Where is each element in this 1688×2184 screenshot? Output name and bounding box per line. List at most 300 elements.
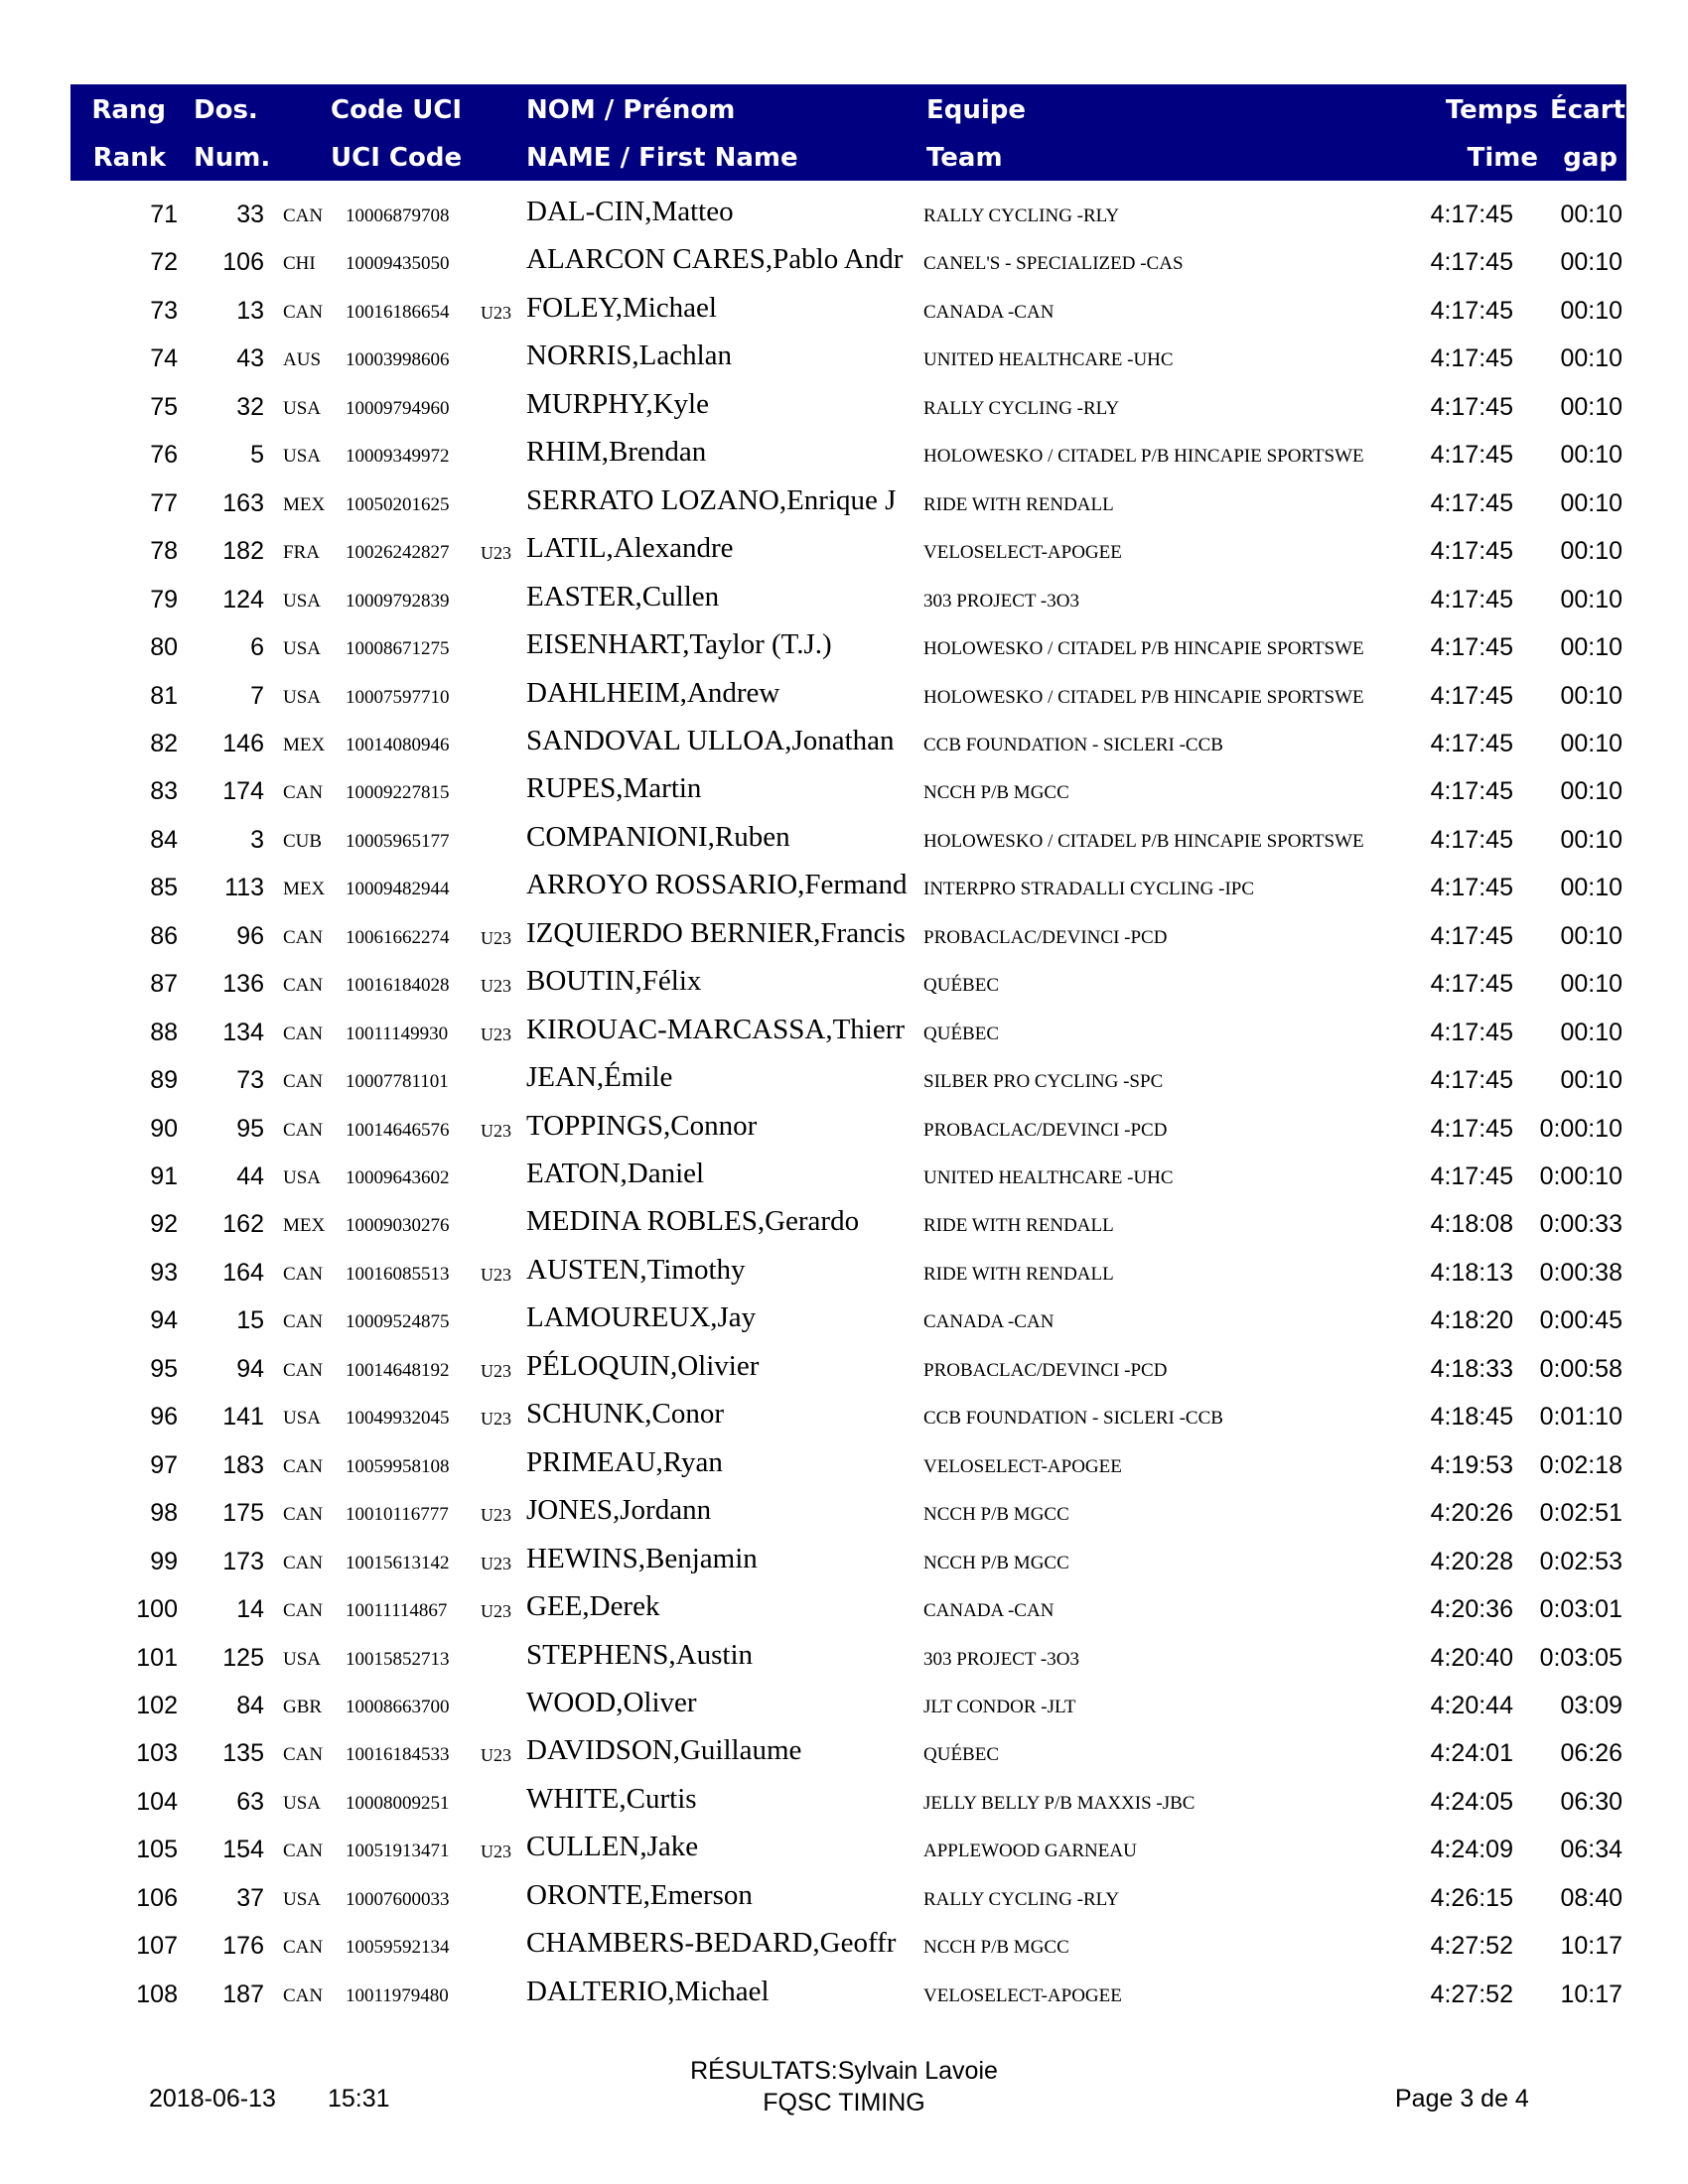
team-cell: INTERPRO STRADALLI CYCLING -IPC: [923, 879, 1255, 900]
table-row: [0, 1585, 1688, 1633]
rider-name-cell: TOPPINGS,Connor: [526, 1109, 758, 1142]
category-cell: U23: [481, 1120, 511, 1141]
header-uci-fr: Code UCI: [331, 95, 463, 125]
nationality-cell: CAN: [283, 301, 324, 323]
time-cell: 4:24:01: [1430, 1739, 1513, 1768]
bib-number-cell: 124: [222, 585, 264, 614]
gap-cell: 00:10: [1560, 681, 1622, 710]
gap-cell: 00:10: [1560, 201, 1622, 228]
category-cell: U23: [481, 1842, 511, 1862]
gap-cell: 00:10: [1560, 633, 1622, 662]
time-cell: 4:17:45: [1430, 777, 1513, 806]
nationality-cell: MEX: [283, 879, 326, 900]
rank-cell: 77: [150, 488, 178, 517]
bib-number-cell: 113: [224, 874, 264, 902]
uci-code-cell: 10049932045: [346, 1408, 450, 1430]
team-cell: HOLOWESKO / CITADEL P/B HINCAPIE SPORTSWE: [923, 830, 1364, 852]
bib-number-cell: 3: [250, 825, 264, 854]
time-cell: 4:17:45: [1430, 681, 1513, 710]
time-cell: 4:17:45: [1430, 537, 1513, 566]
header-time-en: Time: [1467, 143, 1538, 173]
page-number: Page 3 de 4: [1395, 2085, 1529, 2113]
table-row: [0, 816, 1688, 864]
rider-name-cell: SERRATO LOZANO,Enrique J: [526, 483, 897, 516]
nationality-cell: CAN: [283, 1359, 324, 1381]
uci-code-cell: 10008663700: [346, 1696, 450, 1717]
nationality-cell: CAN: [283, 1023, 324, 1044]
table-row: [0, 287, 1688, 335]
team-cell: NCCH P/B MGCC: [923, 1937, 1069, 1959]
rider-name-cell: DAHLHEIM,Andrew: [526, 676, 780, 709]
time-cell: 4:17:45: [1430, 1018, 1513, 1046]
team-cell: RALLY CYCLING -RLY: [923, 397, 1120, 419]
uci-code-cell: 10014646576: [346, 1119, 450, 1141]
rider-name-cell: PÉLOQUIN,Olivier: [526, 1349, 760, 1382]
nationality-cell: MEX: [283, 1215, 326, 1237]
gap-cell: 06:26: [1560, 1739, 1622, 1768]
table-row: [0, 431, 1688, 478]
time-cell: 4:24:05: [1430, 1787, 1513, 1816]
uci-code-cell: 10009524875: [346, 1311, 450, 1333]
nationality-cell: USA: [283, 397, 322, 419]
rank-cell: 98: [150, 1499, 178, 1528]
nationality-cell: USA: [283, 1408, 322, 1430]
time-cell: 4:17:45: [1430, 296, 1513, 325]
gap-cell: 00:10: [1560, 392, 1622, 421]
rank-cell: 108: [136, 1979, 178, 2008]
rider-name-cell: ALARCON CARES,Pablo Andr: [526, 243, 904, 276]
table-row: [0, 864, 1688, 911]
rider-name-cell: DAVIDSON,Guillaume: [526, 1734, 802, 1767]
nationality-cell: AUS: [283, 349, 322, 371]
table-row: [0, 1297, 1688, 1344]
team-cell: NCCH P/B MGCC: [923, 782, 1069, 804]
time-cell: 4:20:28: [1430, 1547, 1513, 1575]
team-cell: RIDE WITH RENDALL: [923, 1215, 1114, 1237]
bib-number-cell: 134: [222, 1018, 264, 1046]
gap-cell: 0:02:51: [1539, 1499, 1622, 1528]
team-cell: NCCH P/B MGCC: [923, 1504, 1069, 1526]
time-cell: 4:20:26: [1430, 1499, 1513, 1528]
bib-number-cell: 164: [222, 1258, 264, 1287]
nationality-cell: CAN: [283, 1455, 324, 1477]
time-cell: 4:20:40: [1430, 1643, 1513, 1672]
rank-cell: 97: [150, 1450, 178, 1479]
gap-cell: 00:10: [1560, 1066, 1622, 1095]
table-row: [0, 960, 1688, 1008]
nationality-cell: FRA: [283, 542, 320, 564]
rank-cell: 82: [150, 729, 178, 757]
time-cell: 4:20:36: [1430, 1595, 1513, 1624]
team-cell: SILBER PRO CYCLING -SPC: [923, 1071, 1164, 1093]
nationality-cell: USA: [283, 1648, 322, 1670]
table-row: [0, 1345, 1688, 1393]
page-footer: [0, 2045, 1688, 2164]
team-cell: HOLOWESKO / CITADEL P/B HINCAPIE SPORTSWE: [923, 446, 1364, 468]
team-cell: CCB FOUNDATION - SICLERI -CCB: [923, 734, 1223, 755]
rider-name-cell: DALTERIO,Michael: [526, 1975, 770, 2007]
uci-code-cell: 10026242827: [346, 542, 450, 564]
rider-name-cell: WHITE,Curtis: [526, 1782, 697, 1815]
rank-cell: 87: [150, 970, 178, 999]
gap-cell: 00:10: [1560, 1018, 1622, 1046]
rank-cell: 71: [150, 201, 178, 228]
category-cell: U23: [481, 1264, 511, 1285]
uci-code-cell: 10009227815: [346, 782, 450, 804]
uci-code-cell: 10014080946: [346, 734, 450, 755]
time-cell: 4:17:45: [1430, 1162, 1513, 1190]
bib-number-cell: 162: [222, 1210, 264, 1239]
rider-name-cell: COMPANIONI,Ruben: [526, 820, 790, 853]
uci-code-cell: 10009794960: [346, 397, 450, 419]
time-cell: 4:18:13: [1430, 1258, 1513, 1287]
rider-name-cell: NORRIS,Lachlan: [526, 340, 732, 372]
header-name-en: NAME / First Name: [526, 143, 798, 173]
gap-cell: 00:10: [1560, 488, 1622, 517]
table-row: [0, 1826, 1688, 1873]
rank-cell: 83: [150, 777, 178, 806]
table-row: [0, 912, 1688, 960]
uci-code-cell: 10008009251: [346, 1792, 450, 1814]
table-row: [0, 1200, 1688, 1248]
rider-name-cell: EISENHART,Taylor (T.J.): [526, 628, 832, 661]
uci-code-cell: 10050201625: [346, 493, 450, 515]
nationality-cell: CAN: [283, 926, 324, 948]
table-row: [0, 576, 1688, 623]
rider-name-cell: ORONTE,Emerson: [526, 1878, 753, 1911]
nationality-cell: USA: [283, 686, 322, 708]
bib-number-cell: 174: [222, 777, 264, 806]
bib-number-cell: 163: [222, 488, 264, 517]
time-cell: 4:17:45: [1430, 488, 1513, 517]
gap-cell: 0:03:01: [1539, 1595, 1622, 1624]
gap-cell: 00:10: [1560, 537, 1622, 566]
gap-cell: 00:10: [1560, 729, 1622, 757]
bib-number-cell: 14: [236, 1595, 264, 1624]
category-cell: U23: [481, 1553, 511, 1573]
bib-number-cell: 175: [222, 1499, 264, 1528]
time-cell: 4:18:45: [1430, 1403, 1513, 1432]
rank-cell: 76: [150, 441, 178, 470]
bib-number-cell: 146: [222, 729, 264, 757]
table-row: [0, 527, 1688, 575]
table-row: [0, 1778, 1688, 1826]
gap-cell: 00:10: [1560, 874, 1622, 902]
rider-name-cell: ARROYO ROSSARIO,Fermand: [526, 869, 908, 901]
table-row: [0, 238, 1688, 286]
team-cell: PROBACLAC/DEVINCI -PCD: [923, 1119, 1168, 1141]
team-cell: PROBACLAC/DEVINCI -PCD: [923, 926, 1168, 948]
nationality-cell: CAN: [283, 1600, 324, 1622]
team-cell: HOLOWESKO / CITADEL P/B HINCAPIE SPORTSWE: [923, 638, 1364, 660]
time-cell: 4:17:45: [1430, 344, 1513, 373]
uci-code-cell: 10051913471: [346, 1841, 450, 1862]
uci-code-cell: 10005965177: [346, 830, 450, 852]
rider-name-cell: JEAN,Émile: [526, 1061, 673, 1094]
uci-code-cell: 10059592134: [346, 1937, 450, 1959]
rider-name-cell: JONES,Jordann: [526, 1494, 712, 1527]
category-cell: U23: [481, 543, 511, 564]
time-cell: 4:20:44: [1430, 1691, 1513, 1719]
gap-cell: 0:00:38: [1539, 1258, 1622, 1287]
uci-code-cell: 10010116777: [346, 1504, 449, 1526]
category-cell: U23: [481, 1409, 511, 1430]
team-cell: VELOSELECT-APOGEE: [923, 1455, 1122, 1477]
gap-cell: 0:00:58: [1539, 1354, 1622, 1383]
rank-cell: 85: [150, 874, 178, 902]
gap-cell: 0:03:05: [1539, 1643, 1622, 1672]
nationality-cell: GBR: [283, 1696, 323, 1717]
time-cell: 4:17:45: [1430, 874, 1513, 902]
uci-code-cell: 10006879708: [346, 205, 450, 226]
header-rank-en: Rank: [92, 143, 166, 173]
bib-number-cell: 136: [222, 970, 264, 999]
gap-cell: 08:40: [1560, 1883, 1622, 1912]
header-team-en: Team: [926, 143, 1003, 173]
gap-cell: 0:00:10: [1539, 1114, 1622, 1143]
bib-number-cell: 15: [236, 1306, 264, 1335]
gap-cell: 0:01:10: [1539, 1403, 1622, 1432]
uci-code-cell: 10061662274: [346, 926, 450, 948]
nationality-cell: USA: [283, 1888, 322, 1910]
rank-cell: 101: [136, 1643, 178, 1672]
bib-number-cell: 125: [222, 1643, 264, 1672]
bib-number-cell: 44: [236, 1162, 264, 1190]
rider-name-cell: HEWINS,Benjamin: [526, 1542, 758, 1574]
gap-cell: 00:10: [1560, 344, 1622, 373]
bib-number-cell: 32: [236, 392, 264, 421]
uci-code-cell: 10009435050: [346, 253, 450, 275]
uci-code-cell: 10015613142: [346, 1552, 450, 1573]
time-cell: 4:17:45: [1430, 970, 1513, 999]
nationality-cell: CAN: [283, 205, 324, 226]
bib-number-cell: 135: [222, 1739, 264, 1768]
rank-cell: 104: [136, 1787, 178, 1816]
time-cell: 4:19:53: [1430, 1450, 1513, 1479]
bib-number-cell: 106: [222, 248, 264, 277]
time-cell: 4:26:15: [1430, 1883, 1513, 1912]
nationality-cell: CAN: [283, 782, 324, 804]
uci-code-cell: 10003998606: [346, 349, 450, 371]
nationality-cell: CAN: [283, 1937, 324, 1959]
gap-cell: 00:10: [1560, 585, 1622, 614]
nationality-cell: CAN: [283, 1552, 324, 1573]
bib-number-cell: 13: [236, 296, 264, 325]
team-cell: PROBACLAC/DEVINCI -PCD: [923, 1359, 1168, 1381]
uci-code-cell: 10009792839: [346, 590, 450, 612]
results-table-header: [70, 84, 1626, 181]
table-row: [0, 335, 1688, 382]
gap-cell: 00:10: [1560, 296, 1622, 325]
gap-cell: 0:02:18: [1539, 1450, 1622, 1479]
uci-code-cell: 10007781101: [346, 1071, 449, 1093]
time-cell: 4:17:45: [1430, 825, 1513, 854]
rider-name-cell: AUSTEN,Timothy: [526, 1253, 746, 1286]
rank-cell: 91: [150, 1162, 178, 1190]
rank-cell: 89: [150, 1066, 178, 1095]
gap-cell: 0:00:33: [1539, 1210, 1622, 1239]
rider-name-cell: MEDINA ROBLES,Gerardo: [526, 1205, 860, 1238]
bib-number-cell: 7: [250, 681, 264, 710]
rank-cell: 88: [150, 1018, 178, 1046]
rank-cell: 105: [136, 1836, 178, 1864]
bib-number-cell: 5: [250, 441, 264, 470]
category-cell: U23: [481, 1745, 511, 1766]
uci-code-cell: 10059958108: [346, 1455, 450, 1477]
team-cell: RALLY CYCLING -RLY: [923, 205, 1120, 226]
time-cell: 4:18:08: [1430, 1210, 1513, 1239]
nationality-cell: USA: [283, 1792, 322, 1814]
bib-number-cell: 63: [236, 1787, 264, 1816]
table-row: [0, 1105, 1688, 1153]
uci-code-cell: 10007597710: [346, 686, 450, 708]
nationality-cell: CAN: [283, 1504, 324, 1526]
bib-number-cell: 84: [236, 1691, 264, 1719]
rider-name-cell: MURPHY,Kyle: [526, 387, 709, 420]
time-cell: 4:18:33: [1430, 1354, 1513, 1383]
gap-cell: 10:17: [1560, 1932, 1622, 1961]
team-cell: NCCH P/B MGCC: [923, 1552, 1069, 1573]
bib-number-cell: 73: [236, 1066, 264, 1095]
rank-cell: 80: [150, 633, 178, 662]
category-cell: U23: [481, 1024, 511, 1044]
table-row: [0, 720, 1688, 767]
bib-number-cell: 173: [222, 1547, 264, 1575]
rank-cell: 92: [150, 1210, 178, 1239]
print-time: 15:31: [328, 2085, 390, 2113]
rank-cell: 73: [150, 296, 178, 325]
nationality-cell: CAN: [283, 1311, 324, 1333]
uci-code-cell: 10014648192: [346, 1359, 450, 1381]
time-cell: 4:17:45: [1430, 921, 1513, 950]
rank-cell: 100: [136, 1595, 178, 1624]
rank-cell: 107: [136, 1932, 178, 1961]
gap-cell: 10:17: [1560, 1979, 1622, 2008]
rider-name-cell: SCHUNK,Conor: [526, 1398, 724, 1431]
nationality-cell: CAN: [283, 1984, 324, 2006]
uci-code-cell: 10011979480: [346, 1984, 449, 2006]
bib-number-cell: 37: [236, 1883, 264, 1912]
rider-name-cell: CHAMBERS-BEDARD,Geoffr: [526, 1927, 897, 1960]
table-row: [0, 479, 1688, 527]
gap-cell: 00:10: [1560, 921, 1622, 950]
time-cell: 4:17:45: [1430, 729, 1513, 757]
team-cell: CANADA -CAN: [923, 301, 1055, 323]
team-cell: APPLEWOOD GARNEAU: [923, 1841, 1137, 1862]
rank-cell: 90: [150, 1114, 178, 1143]
table-row: [0, 1153, 1688, 1200]
header-name-fr: NOM / Prénom: [526, 95, 736, 125]
rider-name-cell: FOLEY,Michael: [526, 291, 717, 324]
nationality-cell: USA: [283, 1167, 322, 1188]
rank-cell: 93: [150, 1258, 178, 1287]
table-row: [0, 1874, 1688, 1922]
time-cell: 4:27:52: [1430, 1932, 1513, 1961]
uci-code-cell: 10015852713: [346, 1648, 450, 1670]
category-cell: U23: [481, 1505, 511, 1526]
time-cell: 4:17:45: [1430, 248, 1513, 277]
gap-cell: 03:09: [1560, 1691, 1622, 1719]
bib-number-cell: 95: [236, 1114, 264, 1143]
nationality-cell: MEX: [283, 493, 326, 515]
uci-code-cell: 10008671275: [346, 638, 450, 660]
table-row: [0, 1393, 1688, 1440]
nationality-cell: USA: [283, 590, 322, 612]
bib-number-cell: 96: [236, 921, 264, 950]
rider-name-cell: PRIMEAU,Ryan: [526, 1445, 723, 1478]
rank-cell: 79: [150, 585, 178, 614]
team-cell: VELOSELECT-APOGEE: [923, 1984, 1122, 2006]
team-cell: QUÉBEC: [923, 1744, 999, 1766]
header-rank-fr: Rang: [91, 95, 166, 125]
table-row: [0, 1441, 1688, 1489]
header-row-english: [70, 134, 1626, 182]
table-row: [0, 1971, 1688, 2018]
time-cell: 4:18:20: [1430, 1306, 1513, 1335]
uci-code-cell: 10016186654: [346, 301, 450, 323]
nationality-cell: CUB: [283, 830, 323, 852]
rider-name-cell: CULLEN,Jake: [526, 1831, 699, 1863]
gap-cell: 0:02:53: [1539, 1547, 1622, 1575]
rank-cell: 81: [150, 681, 178, 710]
table-row: [0, 1922, 1688, 1970]
uci-code-cell: 10011149930: [346, 1023, 449, 1044]
timing-credit: FQSC TIMING: [763, 2089, 925, 2116]
team-cell: RIDE WITH RENDALL: [923, 1263, 1114, 1285]
header-dos-fr: Dos.: [194, 95, 258, 125]
results-credit: RÉSULTATS:Sylvain Lavoie: [690, 2057, 998, 2085]
print-date: 2018-06-13: [149, 2085, 276, 2113]
rider-name-cell: DAL-CIN,Matteo: [526, 196, 734, 227]
gap-cell: 0:00:10: [1539, 1162, 1622, 1190]
bib-number-cell: 94: [236, 1354, 264, 1383]
nationality-cell: MEX: [283, 734, 326, 755]
bib-number-cell: 33: [236, 201, 264, 228]
gap-cell: 00:10: [1560, 970, 1622, 999]
time-cell: 4:24:09: [1430, 1836, 1513, 1864]
header-dos-en: Num.: [194, 143, 271, 173]
table-row: [0, 672, 1688, 720]
bib-number-cell: 141: [222, 1403, 264, 1432]
bib-number-cell: 182: [222, 537, 264, 566]
gap-cell: 06:30: [1560, 1787, 1622, 1816]
category-cell: U23: [481, 1360, 511, 1381]
rank-cell: 96: [150, 1403, 178, 1432]
gap-cell: 0:00:45: [1539, 1306, 1622, 1335]
rank-cell: 86: [150, 921, 178, 950]
team-cell: CANADA -CAN: [923, 1600, 1055, 1622]
rank-cell: 84: [150, 825, 178, 854]
header-uci-en: UCI Code: [331, 143, 463, 173]
rank-cell: 99: [150, 1547, 178, 1575]
gap-cell: 00:10: [1560, 777, 1622, 806]
team-cell: JLT CONDOR -JLT: [923, 1696, 1076, 1717]
uci-code-cell: 10007600033: [346, 1888, 450, 1910]
rider-name-cell: IZQUIERDO BERNIER,Francis: [526, 916, 906, 949]
gap-cell: 00:10: [1560, 441, 1622, 470]
nationality-cell: CAN: [283, 1119, 324, 1141]
header-time-fr: Temps: [1445, 95, 1538, 125]
rider-name-cell: WOOD,Oliver: [526, 1686, 697, 1718]
time-cell: 4:17:45: [1430, 1114, 1513, 1143]
rank-cell: 106: [136, 1883, 178, 1912]
team-cell: 303 PROJECT -3O3: [923, 1648, 1079, 1670]
uci-code-cell: 10016085513: [346, 1263, 450, 1285]
team-cell: HOLOWESKO / CITADEL P/B HINCAPIE SPORTSWE: [923, 686, 1364, 708]
nationality-cell: USA: [283, 446, 322, 468]
rider-name-cell: RUPES,Martin: [526, 772, 702, 805]
uci-code-cell: 10016184533: [346, 1744, 450, 1766]
